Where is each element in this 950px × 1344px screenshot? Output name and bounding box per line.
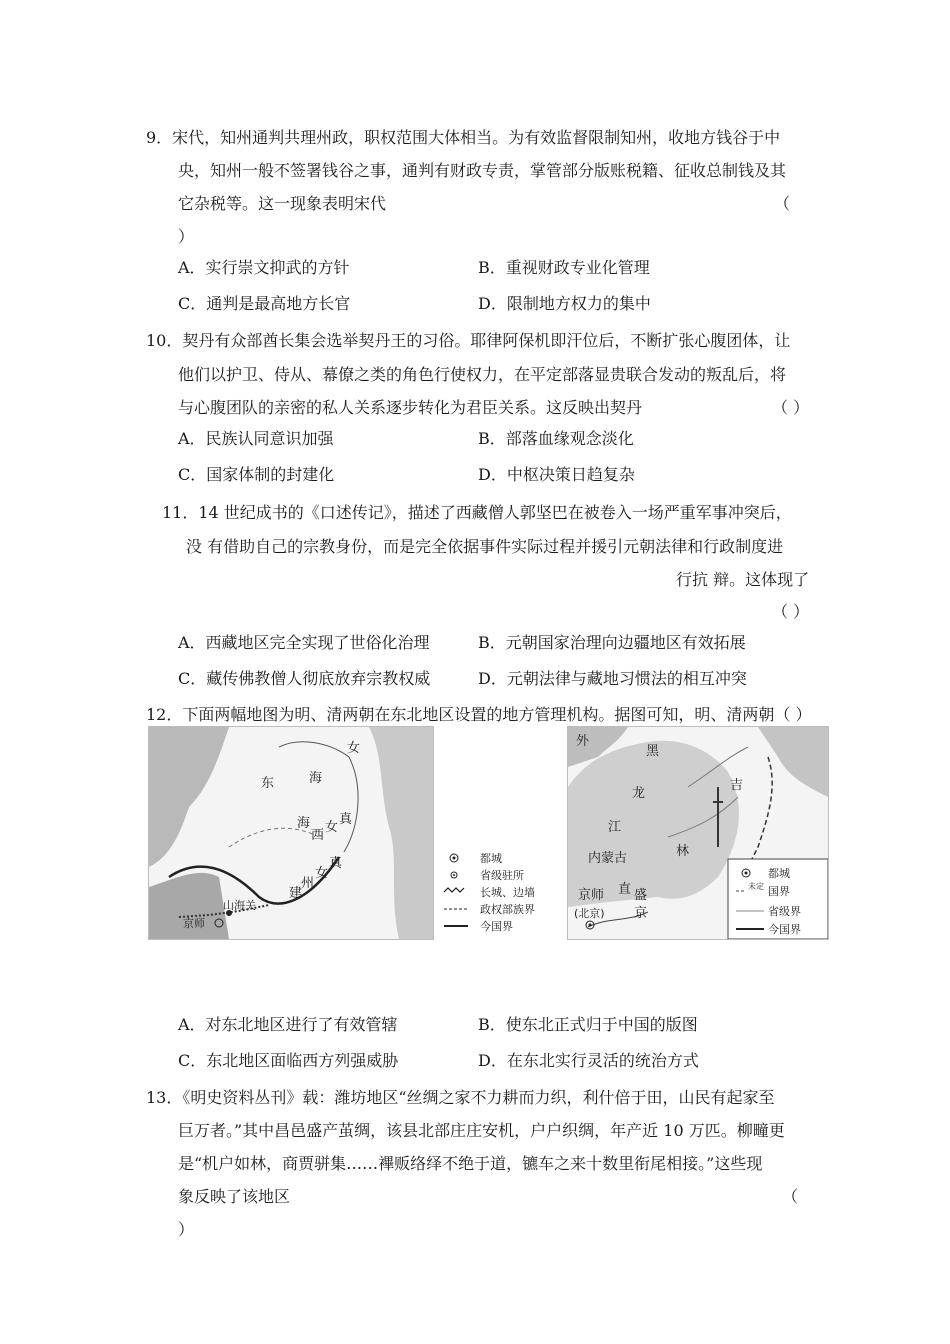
q11-option-b: B．元朝国家治理向边疆地区有效拓展 (478, 633, 746, 652)
q10-option-a: A．民族认同意识加强 (178, 429, 334, 448)
q11-line-3: 行抗 辩。这体现了 (676, 570, 810, 589)
q9-answer-paren-open: （ (774, 194, 791, 213)
q9-line-3: 它杂税等。这一现象表明宋代 (178, 194, 387, 213)
ming-label-zhen-2: 真 (329, 856, 343, 871)
q12-option-a: A．对东北地区进行了有效管辖 (178, 1015, 398, 1034)
qing-legend-current-border: 今国界 (768, 923, 801, 936)
qing-label-zhi: 直 (618, 882, 632, 897)
q9-option-c: C．通判是最高地方长官 (178, 294, 351, 313)
q10-option-b: B．部落血缘观念淡化 (478, 429, 634, 448)
q9-answer-paren-close: ） (178, 227, 195, 246)
qing-legend-provincial-border: 省级界 (768, 905, 801, 918)
ming-label-zhen-1: 真 (339, 812, 353, 827)
qing-map-drawing (568, 727, 828, 939)
ming-map (148, 726, 434, 940)
q9-line-1: 9．宋代，知州通判共理州政，职权范围大体相当。为有效监督限制知州，收地方钱谷于中 (146, 128, 781, 147)
ming-label-shanhaiguan: 山海关 (223, 899, 256, 912)
q13-line-4: 象反映了该地区 (178, 1187, 291, 1206)
q9-option-b: B．重视财政专业化管理 (478, 258, 650, 277)
q11-option-c: C．藏传佛教僧人彻底放弃宗教权威 (178, 669, 431, 688)
q11-line-1: 11．14 世纪成书的《口述传记》，描述了西藏僧人郭坚巴在被卷入一场严重军事冲突后， (162, 503, 792, 522)
ming-label-dong: 东 (261, 776, 275, 791)
q11-line-2: 没 有借助自己的宗教身份，而是完全依据事件实际过程并援引元朝法律和行政制度进 (186, 537, 784, 556)
qing-label-beijing: (北京) (574, 907, 605, 920)
ming-label-jian: 建 (289, 886, 303, 901)
ming-legend-capital: 都城 (480, 852, 502, 865)
q10-option-c: C．国家体制的封建化 (178, 465, 335, 484)
q10-option-d: D．中枢决策日趋复杂 (478, 465, 635, 484)
q12-stem: 12．下面两幅地图为明、清两朝在东北地区设置的地方管理机构。据图可知，明、清两朝（ ） (146, 705, 812, 724)
ming-legend-great-wall: 长城、边墙 (480, 886, 535, 899)
ming-label-nv-2: 女 (325, 820, 339, 835)
ming-label-nv-3: 女 (315, 866, 329, 881)
q12-option-b: B．使东北正式归于中国的版图 (478, 1015, 698, 1034)
q10-line-2: 他们以护卫、侍从、幕僚之类的角色行使权力，在平定部落显贵联合发动的叛乱后，将 (178, 365, 787, 384)
q13-answer-paren-close: ） (178, 1220, 195, 1239)
qing-label-jiang: 江 (608, 820, 622, 835)
ming-legend-provincial-seat: 省级驻所 (480, 869, 524, 882)
qing-label-jingshi: 京师 (578, 888, 605, 903)
ming-label-nv-1: 女 (347, 741, 361, 756)
q13-line-3: 是“机户如林，商贾骈集……襅贩络绎不绝于道，镳车之来十数里衔尾相接。”这些现 (178, 1154, 763, 1173)
qing-legend-undetermined: 未定 (748, 882, 764, 891)
qing-label-long: 龙 (632, 786, 646, 801)
q10-answer-paren: （ ） (772, 398, 810, 417)
qing-label-ji: 吉 (730, 778, 744, 793)
qing-label-neimenggu: 内蒙古 (588, 851, 628, 866)
q9-option-d: D．限制地方权力的集中 (478, 294, 651, 313)
ming-map-drawing (149, 727, 433, 939)
q13-line-2: 巨万者。”其中昌邑盛产茧绸，该县北部庄庄安机，户户织绸，年产近 10 万匹。柳疃更 (178, 1121, 785, 1140)
ming-label-hai-1: 海 (309, 771, 323, 786)
qing-label-hei: 黑 (646, 744, 660, 759)
qing-label-sheng: 盛 (634, 888, 648, 903)
q9-option-a: A．实行崇文抑武的方针 (178, 258, 350, 277)
qing-legend-border: 国界 (768, 885, 790, 898)
q11-option-d: D．元朝法律与藏地习惯法的相互冲突 (478, 669, 747, 688)
ming-map-legend (440, 848, 560, 938)
qing-label-wai: 外 (576, 734, 590, 749)
qing-label-lin: 林 (676, 844, 690, 859)
qing-legend-capital: 都城 (768, 867, 790, 880)
q9-line-2: 央，知州一般不签署钱谷之事，通判有财政专责，掌管部分版账税籍、征收总制钱及其 (178, 161, 787, 180)
q11-option-a: A．西藏地区完全实现了世俗化治理 (178, 633, 430, 652)
q12-option-d: D．在东北实行灵活的统治方式 (478, 1051, 699, 1070)
ming-label-jingshi: 京师 (183, 917, 205, 930)
ming-label-xi: 西 (311, 828, 325, 843)
qing-map (567, 726, 829, 940)
q10-line-3: 与心腹团队的亲密的私人关系逐步转化为君臣关系。这反映出契丹 (178, 398, 643, 417)
q10-line-1: 10．契丹有众部酋长集会选举契丹王的习俗。耶律阿保机即汗位后，不断扩张心腹团体，让 (146, 331, 791, 350)
ming-label-hai-2: 海 (297, 816, 311, 831)
q12-option-c: C．东北地区面临西方列强威胁 (178, 1051, 399, 1070)
q13-line-1: 13．《明史资料丛刊》载：潍坊地区“丝绸之家不力耕而力织，利什倍于田，山民有起家至 (146, 1088, 775, 1107)
ming-label-zhou: 州 (301, 876, 315, 891)
q13-answer-paren-open: （ (782, 1187, 799, 1206)
ming-legend-regime-border: 政权部族界 (480, 903, 535, 916)
ming-legend-drawing (440, 848, 560, 938)
ming-legend-current-border: 今国界 (480, 920, 513, 933)
q11-answer-paren: （ ） (772, 602, 810, 621)
qing-label-jing: 京 (634, 906, 648, 921)
